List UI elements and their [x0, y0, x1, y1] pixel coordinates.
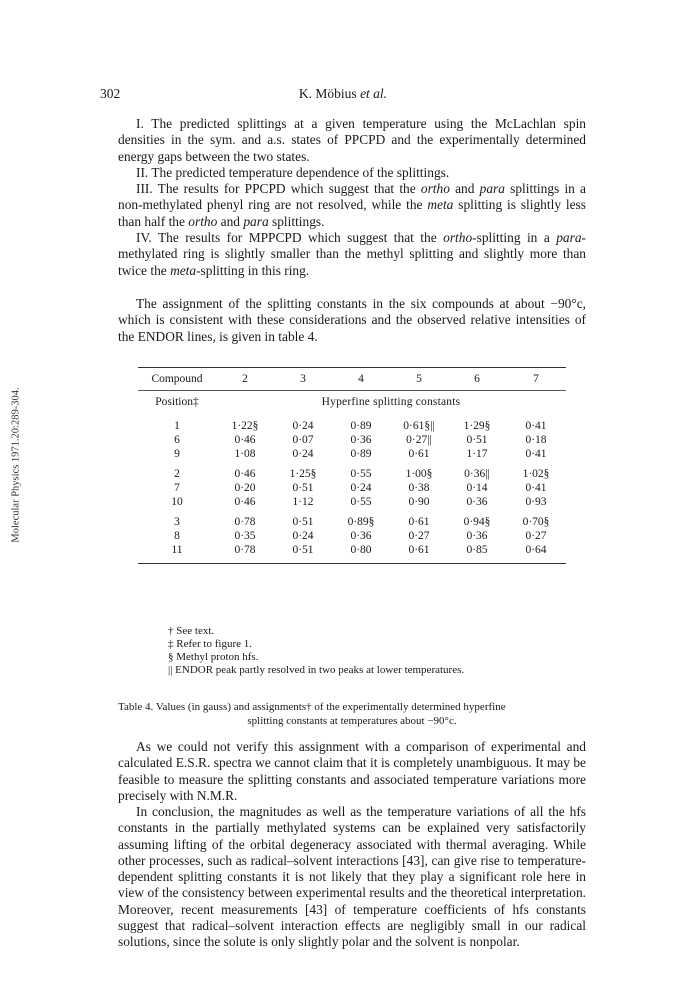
footnote: † See text.: [168, 625, 215, 637]
table-footnotes: [168, 625, 464, 677]
footnote: ‡ Refer to figure 1.: [168, 638, 252, 650]
hfs-value-cell: 0·38: [408, 482, 430, 494]
table-row: [138, 495, 566, 509]
hfs-value-cell: 0·51: [292, 516, 314, 528]
position-cell: 7: [174, 482, 180, 494]
conclusion-paragraph-2: In conclusion, the magnitudes as well as the temperature variations of all the hfs constants in the partially methylated systems can be explained very satisfactorily assuming lifting of the orbital degeneracy associated with thermal averaging. While other processes, such as radical–solvent interactions [43], can give rise to temperature-dependent splitting constants it is not likely that they play a significant role here in view of the consistency between experimental results and the theoretical interpretation. Moreover, recent measurements [43] of temperature coefficients of hfs constants suggest that radical–solvent interaction effects are negligibly small in our radical solutions, since the solute is only slightly polar and the solvent is nonpolar.: [118, 804, 586, 950]
hfs-value-cell: 1·29§: [463, 420, 491, 432]
list-item-1: I. The predicted splittings at a given temperature using the McLachlan spin densities in the sym. and a.s. states of PPCPD and the experimentally determined energy gaps between the two states.: [118, 116, 586, 164]
hfs-value-cell: 0·07: [292, 434, 314, 446]
list-item-3: III. The results for PPCPD which suggest that the ortho and para splittings in a non-methylated phenyl ring are not resolved, while the meta splitting is slightly less than half the ortho and para splittings.: [118, 181, 586, 229]
hfs-value-cell: 0·89§: [347, 516, 375, 528]
caption-line-1: Table 4. Values (in gauss) and assignments† of the experimentally determined hyperfine: [118, 701, 506, 713]
table-row: [138, 447, 566, 461]
footnote: § Methyl proton hfs.: [168, 651, 259, 663]
hfs-value-cell: 0·36: [350, 530, 372, 542]
hfs-value-cell: 0·55: [350, 496, 372, 508]
caption-line-2: splitting constants at temperatures about −90°c.: [247, 714, 457, 727]
hfs-value-cell: 0·36||: [464, 468, 490, 480]
running-head: [100, 86, 586, 102]
table-bottom-rule: [138, 563, 566, 564]
page-header: [100, 86, 586, 106]
hfs-value-cell: 0·61: [408, 516, 430, 528]
hfs-value-cell: 0·41: [525, 448, 547, 460]
hfs-header: Hyperfine splitting constants: [321, 396, 461, 408]
table-head: [138, 368, 566, 390]
hfs-value-cell: 0·80: [350, 544, 372, 556]
hfs-value-cell: 0·78: [234, 516, 256, 528]
hfs-value-cell: 0·89: [350, 448, 372, 460]
hfs-value-cell: 0·24: [292, 420, 314, 432]
table-row: [138, 481, 566, 495]
hfs-value-cell: 0·61: [408, 544, 430, 556]
hfs-value-cell: 0·24: [350, 482, 372, 494]
table-row: [138, 543, 566, 557]
side-citation: [6, 300, 26, 630]
position-cell: 10: [171, 496, 183, 508]
hfs-value-cell: 0·36: [466, 496, 488, 508]
hfs-value-cell: 0·35: [234, 530, 256, 542]
hfs-value-cell: 0·20: [234, 482, 256, 494]
hfs-value-cell: 0·27||: [406, 434, 432, 446]
side-citation-text: Molecular Physics 1971.20:289-304.: [10, 387, 22, 543]
position-cell: 1: [174, 420, 180, 432]
position-cell: 8: [174, 530, 180, 542]
hfs-value-cell: 0·93: [525, 496, 547, 508]
hfs-value-cell: 1·17: [466, 448, 488, 460]
position-header: Position‡: [155, 396, 199, 408]
position-cell: 2: [174, 468, 180, 480]
position-cell: 11: [171, 544, 183, 556]
footnote: || ENDOR peak partly resolved in two peaks at lower temperatures.: [168, 664, 465, 676]
hfs-value-cell: 1·02§: [522, 468, 550, 480]
hfs-value-cell: 0·85: [466, 544, 488, 556]
hfs-value-cell: 0·61§||: [403, 420, 435, 432]
compound-col-header: 7: [533, 373, 539, 385]
table-row: [138, 467, 566, 481]
hfs-value-cell: 0·24: [292, 448, 314, 460]
compound-col-header: 6: [474, 373, 480, 385]
compound-header: Compound: [151, 373, 203, 385]
conclusion-paragraph-1: As we could not verify this assignment with a comparison of experimental and calculated E.S.R. spectra we cannot claim that it is completely unambiguous. It may be feasible to measure the splitting constants and associated temperature variations more precisely with N.M.R.: [118, 739, 586, 803]
hfs-value-cell: 0·24: [292, 530, 314, 542]
hfs-value-cell: 0·14: [466, 482, 488, 494]
running-head-author: K. Möbius: [298, 86, 357, 101]
compound-col-header: 5: [416, 373, 422, 385]
list-item-4: IV. The results for MPPCPD which suggest that the ortho-splitting in a para-methylated ring is slightly smaller than the methyl splitting and slightly more than twice the meta-splitting in this ring.: [118, 230, 586, 278]
hfs-value-cell: 0·51: [466, 434, 488, 446]
position-cell: 9: [174, 448, 180, 460]
hfs-value-cell: 1·08: [234, 448, 256, 460]
hfs-value-cell: 0·51: [292, 544, 314, 556]
hfs-value-cell: 0·36: [466, 530, 488, 542]
hfs-value-cell: 0·46: [234, 434, 256, 446]
compound-col-header: 4: [358, 373, 364, 385]
hfs-value-cell: 0·51: [292, 482, 314, 494]
table-row: [138, 433, 566, 447]
hfs-value-cell: 0·64: [525, 544, 547, 556]
hfs-value-cell: 0·41: [525, 482, 547, 494]
table-4: [138, 367, 566, 564]
hfs-value-cell: 1·12: [292, 496, 314, 508]
hfs-value-cell: 1·00§: [405, 468, 433, 480]
hfs-value-cell: 0·70§: [522, 516, 550, 528]
hfs-value-cell: 0·41: [525, 420, 547, 432]
hfs-value-cell: 0·55: [350, 468, 372, 480]
hfs-value-cell: 1·22§: [231, 420, 259, 432]
assignment-paragraph: The assignment of the splitting constants in the six compounds at about −90°c, which is consistent with these considerations and the observed relative intensities of the ENDOR lines, is given in table 4.: [118, 296, 586, 344]
hfs-value-cell: 0·36: [350, 434, 372, 446]
compound-col-header: 2: [242, 373, 248, 385]
hfs-value-cell: 0·46: [234, 468, 256, 480]
hfs-value-cell: 0·61: [408, 448, 430, 460]
hfs-value-cell: 0·78: [234, 544, 256, 556]
compound-col-header: 3: [300, 373, 306, 385]
hfs-value-cell: 0·94§: [463, 516, 491, 528]
table-caption: [118, 701, 586, 728]
running-head-et-al: et al.: [360, 86, 388, 101]
position-cell: 3: [174, 516, 180, 528]
hfs-value-cell: 0·18: [525, 434, 547, 446]
hfs-value-cell: 1·25§: [289, 468, 317, 480]
page-number: 302: [100, 86, 121, 101]
table-row: [138, 529, 566, 543]
hfs-value-cell: 0·27: [408, 530, 430, 542]
list-item-2: II. The predicted temperature dependence of the splittings.: [136, 164, 450, 180]
position-cell: 6: [174, 434, 180, 446]
hfs-value-cell: 0·90: [408, 496, 430, 508]
hfs-value-cell: 0·27: [525, 530, 547, 542]
table-row: [138, 419, 566, 433]
table-row: [138, 515, 566, 529]
assumption-list: [118, 116, 586, 279]
hfs-value-cell: 0·89: [350, 420, 372, 432]
table-body: [138, 391, 566, 557]
hfs-value-cell: 0·46: [234, 496, 256, 508]
